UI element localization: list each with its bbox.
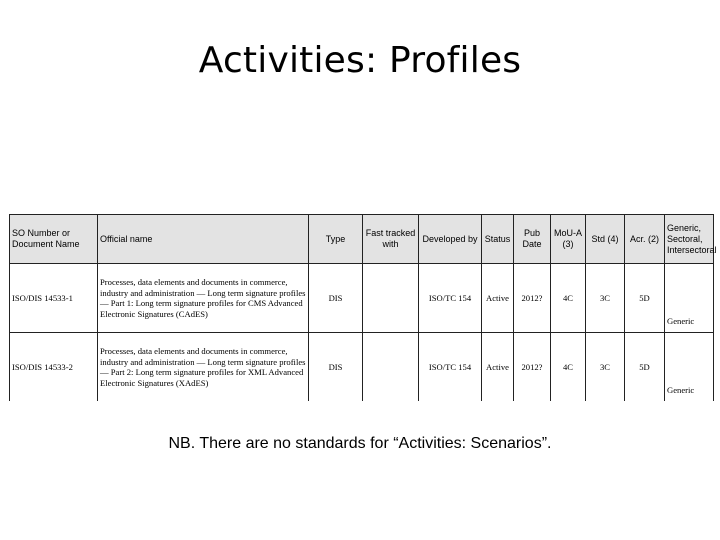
cell-number: ISO/DIS 14533-2 — [10, 333, 98, 402]
cell-developed-by: ISO/TC 154 — [419, 333, 482, 402]
column-header-official-name: Official name — [98, 215, 309, 264]
cell-official-name: Processes, data elements and documents in commerce, industry and administration — Long term signature profiles — Part 1: Long term signature profiles for CMS Advanced Electronic Signatures (CAdES) — [98, 264, 309, 333]
column-header-fast-tracked: Fast tracked with — [363, 215, 419, 264]
cell-developed-by: ISO/TC 154 — [419, 264, 482, 333]
cell-number: ISO/DIS 14533-1 — [10, 264, 98, 333]
column-header-mou-a: MoU-A (3) — [551, 215, 586, 264]
cell-status: Active — [482, 333, 514, 402]
table-row — [10, 264, 714, 333]
footnote: NB. There are no standards for “Activities: Scenarios”. — [168, 435, 552, 452]
slide-title: Activities: Profiles — [198, 40, 522, 81]
cell-pub-date: 2012? — [514, 264, 551, 333]
profiles-table — [9, 214, 717, 401]
cell-mou-a: 4C — [551, 333, 586, 402]
column-header-pub-date: Pub Date — [514, 215, 551, 264]
cell-official-name: Processes, data elements and documents in commerce, industry and administration — Long term signature profiles — Part 2: Long term signature profiles for XML Advanced Electronic Signatures (XAdES) — [98, 333, 309, 402]
profiles-table-image — [9, 214, 717, 395]
column-header-status: Status — [482, 215, 514, 264]
column-header-acr: Acr. (2) — [625, 215, 665, 264]
cell-std: 3C — [586, 333, 625, 402]
table-header-row — [10, 215, 714, 264]
column-header-scope: Generic, Sectoral, Intersectoral — [665, 215, 714, 264]
cell-std: 3C — [586, 264, 625, 333]
cell-scope: Generic — [665, 264, 714, 333]
cell-acr: 5D — [625, 333, 665, 402]
column-header-type: Type — [309, 215, 363, 264]
cell-type: DIS — [309, 333, 363, 402]
column-header-number: SO Number or Document Name — [10, 215, 98, 264]
cell-fast-tracked — [363, 333, 419, 402]
cell-fast-tracked — [363, 264, 419, 333]
cell-type: DIS — [309, 264, 363, 333]
cell-pub-date: 2012? — [514, 333, 551, 402]
cell-scope: Generic — [665, 333, 714, 402]
table-row — [10, 333, 714, 402]
cell-mou-a: 4C — [551, 264, 586, 333]
column-header-std: Std (4) — [586, 215, 625, 264]
cell-acr: 5D — [625, 264, 665, 333]
column-header-developed-by: Developed by — [419, 215, 482, 264]
cell-status: Active — [482, 264, 514, 333]
